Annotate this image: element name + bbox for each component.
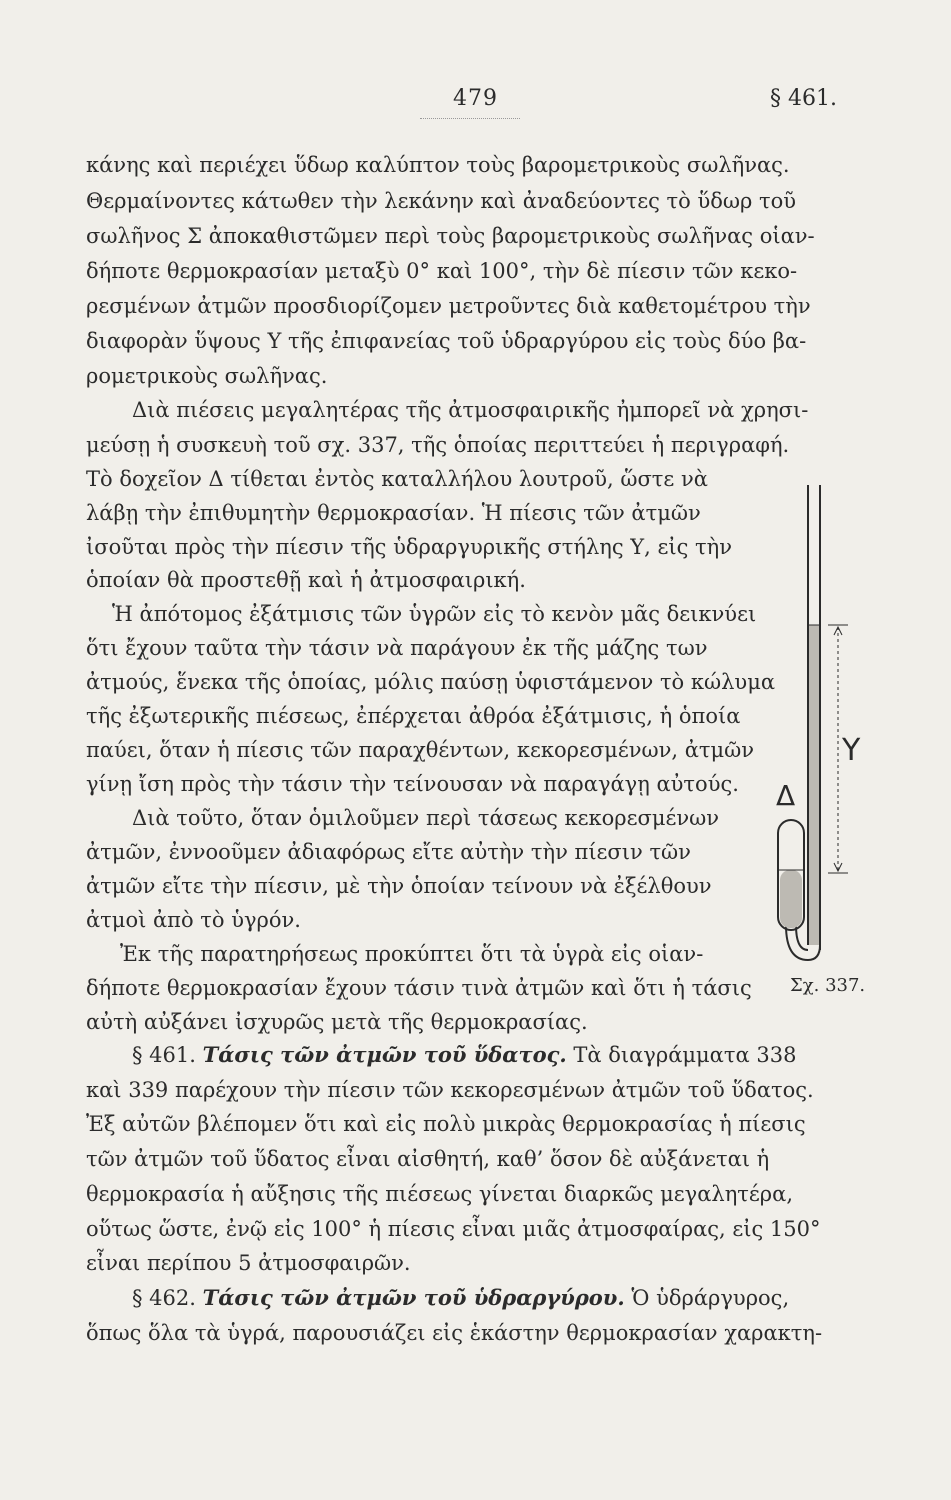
- text-line: τῆς ἐξωτερικῆς πιέσεως, ἐπέρχεται ἀθρόα ἐξάτμισις, ἡ ὁποία: [86, 704, 741, 728]
- text-line: μεύσῃ ἡ συσκευὴ τοῦ σχ. 337, τῆς ὁποίας περιττεύει ἡ περιγραφή.: [86, 433, 790, 457]
- text-line: θερμοκρασία ἡ αὔξησις τῆς πιέσεως γίνεται διαρκῶς μεγαλητέρα,: [86, 1182, 793, 1206]
- text-line: Θερμαίνοντες κάτωθεν τὴν λεκάνην καὶ ἀναδεύοντες τὸ ὕδωρ τοῦ: [86, 189, 797, 213]
- text-line: Διὰ τοῦτο, ὅταν ὁμιλοῦμεν περὶ τάσεως κεκορεσμένων: [132, 806, 720, 830]
- text-line: ἀτμῶν, ἐννοοῦμεν ἀδιαφόρως εἴτε αὐτὴν τὴν πίεσιν τῶν: [86, 840, 691, 864]
- text-line: ὅπως ὅλα τὰ ὑγρά, παρουσιάζει εἰς ἑκάστην θερμοκρασίαν χαρακτη-: [86, 1321, 823, 1345]
- text-line: Ἐξ αὐτῶν βλέπομεν ὅτι καὶ εἰς πολὺ μικρὰς θερμοκρασίας ἡ πίεσις: [86, 1112, 806, 1136]
- text-line: Διὰ πιέσεις μεγαλητέρας τῆς ἀτμοσφαιρικῆς ἠμπορεῖ νὰ χρησι-: [132, 398, 809, 422]
- text-line: αὐτὴ αὐξάνει ἰσχυρῶς μετὰ τῆς θερμοκρασίας.: [86, 1010, 588, 1034]
- section-461-text: Τὰ διαγράμματα 338: [573, 1043, 797, 1067]
- section-reference: § 461.: [770, 86, 837, 111]
- text-line: οὕτως ὥστε, ἐνῷ εἰς 100° ἡ πίεσις εἶναι μιᾶς ἀτμοσφαίρας, εἰς 150°: [86, 1217, 821, 1241]
- text-line: διαφορὰν ὕψους Υ τῆς ἐπιφανείας τοῦ ὑδραργύρου εἰς τοὺς δύο βα-: [86, 329, 807, 353]
- section-462-number: § 462.: [132, 1286, 196, 1310]
- section-462-text: Ὁ ὑδράργυρος,: [631, 1286, 790, 1310]
- text-line: ἀτμῶν εἴτε τὴν πίεσιν, μὲ τὴν ὁποίαν τείνουν νὰ ἐξέλθουν: [86, 874, 712, 898]
- section-461-number: § 461.: [132, 1043, 196, 1067]
- section-462-heading-line: [132, 1285, 894, 1311]
- figure-label-vessel: Δ: [776, 779, 796, 812]
- figure-337-apparatus: [768, 485, 878, 985]
- text-line: ὁποίαν θὰ προστεθῇ καὶ ἡ ἀτμοσφαιρική.: [86, 568, 526, 592]
- text-line: Ἡ ἀπότομος ἐξάτμισις τῶν ὑγρῶν εἰς τὸ κενὸν μᾶς δεικνύει: [112, 602, 757, 626]
- text-line: ρομετρικοὺς σωλῆνας.: [86, 364, 328, 388]
- text-line: Τὸ δοχεῖον Δ τίθεται ἐντὸς καταλλήλου λουτροῦ, ὥστε νὰ: [86, 467, 708, 491]
- text-line: καὶ 339 παρέχουν τὴν πίεσιν τῶν κεκορεσμένων ἀτμῶν τοῦ ὕδατος.: [86, 1078, 814, 1102]
- section-461-title: Τάσις τῶν ἀτμῶν τοῦ ὕδατος.: [202, 1042, 567, 1067]
- text-line: ἀτμούς, ἕνεκα τῆς ὁποίας, μόλις παύσῃ ὑφιστάμενον τὸ κώλυμα: [86, 670, 776, 694]
- text-line: ρεσμένων ἀτμῶν προσδιορίζομεν μετροῦντες διὰ καθετομέτρου τὴν: [86, 294, 811, 318]
- figure-label-height: Υ: [842, 733, 861, 768]
- text-line: σωλῆνος Σ ἀποκαθιστῶμεν περὶ τοὺς βαρομετρικοὺς σωλῆνας οἱαν-: [86, 224, 815, 248]
- text-line: δήποτε θερμοκρασίαν ἔχουν τάσιν τινὰ ἀτμῶν καὶ ὅτι ἡ τάσις: [86, 976, 752, 1000]
- section-461-heading-line: [132, 1042, 894, 1068]
- text-line: τῶν ἀτμῶν τοῦ ὕδατος εἶναι αἰσθητή, καθ’ ὅσον δὲ αὐξάνεται ἡ: [86, 1147, 770, 1171]
- header-rule: [420, 118, 520, 119]
- text-line: Ἐκ τῆς παρατηρήσεως προκύπτει ὅτι τὰ ὑγρὰ εἰς οἱαν-: [120, 942, 704, 966]
- section-462-title: Τάσις τῶν ἀτμῶν τοῦ ὑδραργύρου.: [202, 1285, 625, 1310]
- page-number: 479: [453, 86, 498, 111]
- text-line: παύει, ὅταν ἡ πίεσις τῶν παραχθέντων, κεκορεσμένων, ἀτμῶν: [86, 738, 755, 762]
- text-line: ὅτι ἔχουν ταῦτα τὴν τάσιν νὰ παράγουν ἐκ τῆς μάζης των: [86, 636, 708, 660]
- text-line: γίνῃ ἴση πρὸς τὴν τάσιν τὴν τείνουσαν νὰ παραγάγῃ αὐτούς.: [86, 772, 739, 796]
- text-line: ἀτμοὶ ἀπὸ τὸ ὑγρόν.: [86, 908, 301, 932]
- text-line: εἶναι περίπου 5 ἀτμοσφαιρῶν.: [86, 1251, 411, 1275]
- text-line: λάβῃ τὴν ἐπιθυμητὴν θερμοκρασίαν. Ἡ πίεσις τῶν ἀτμῶν: [86, 501, 701, 525]
- text-line: ἰσοῦται πρὸς τὴν πίεσιν τῆς ὑδραργυρικῆς στήλης Υ, εἰς τὴν: [86, 535, 733, 559]
- figure-caption: Σχ. 337.: [790, 975, 866, 996]
- text-line: δήποτε θερμοκρασίαν μεταξὺ 0° καὶ 100°, τὴν δὲ πίεσιν τῶν κεκο-: [86, 259, 798, 283]
- text-line: κάνης καὶ περιέχει ὕδωρ καλύπτον τοὺς βαρομετρικοὺς σωλῆνας.: [86, 153, 790, 177]
